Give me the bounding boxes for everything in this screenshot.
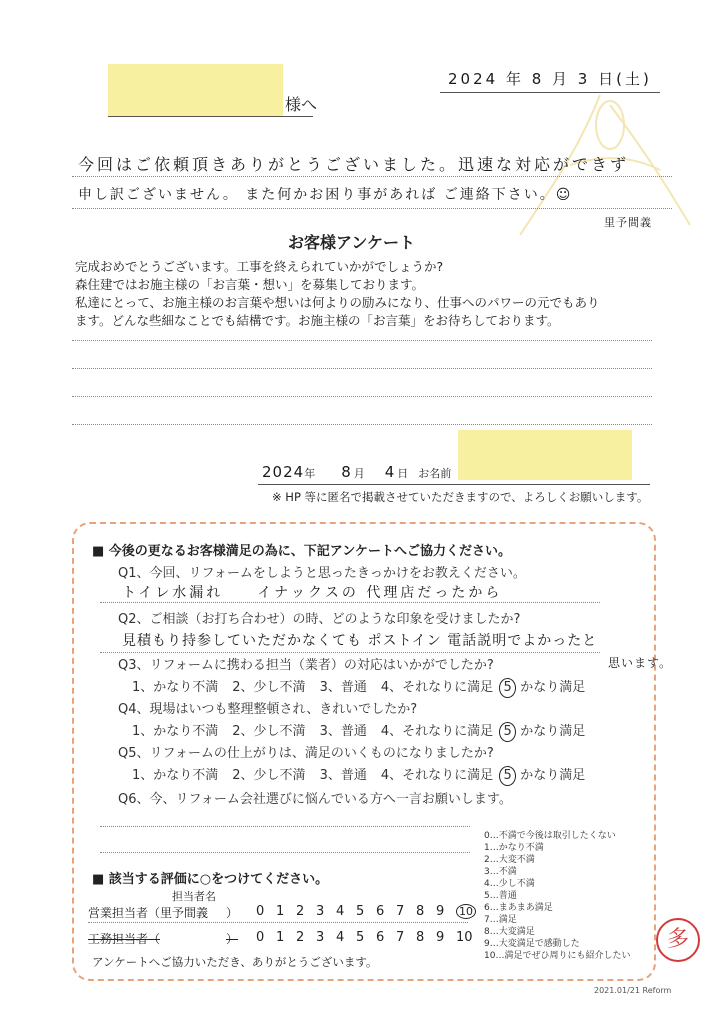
signature-date: 2024年 8月 4日 お名前 (262, 463, 452, 481)
answer-2-line-2: 思います。 (608, 656, 673, 670)
question-3: Q3、リフォームに携わる担当（業者）の対応はいかがでしたか? (118, 658, 494, 673)
thanks-text: アンケートへご協力いただき、ありがとうございます。 (92, 955, 378, 969)
question-2: Q2、ご相談（お打ち合わせ）の時、どのような印象を受けましたか? (118, 612, 521, 627)
staff-name-label: 担当者名 (172, 890, 216, 903)
rating-scale-q4: 1、かなり不満 2、少し不満 3、普通 4、それなりに満足 5 かなり満足 (132, 720, 585, 742)
selected-rating: 5 (499, 678, 516, 698)
anonymous-note: ※ HP 等に匿名で掲載させていただきますので、よろしくお願いします。 (272, 490, 649, 504)
rating-scale-q5: 1、かなり不満 2、少し不満 3、普通 4、それなりに満足 5 かなり満足 (132, 764, 585, 786)
intro-line-3: 私達にとって、お施主様のお言葉や想いは何よりの励みになり、仕事へのパワーの元でもあり (75, 295, 600, 310)
letter-date: 2024 年 8 月 3 日(土) (448, 70, 652, 88)
question-5: Q5、リフォームの仕上がりは、満足のいくものになりましたか? (118, 746, 494, 761)
intro-line-1: 完成おめでとうございます。工事を終えられていかがでしょうか? (75, 259, 444, 274)
evaluation-header: ■ 該当する評価に○をつけてください。 (92, 872, 329, 887)
answer-2-line-1: 見積もり持参していただかなくても ポストイン 電話説明でよかったと (122, 633, 598, 649)
selected-rating: 5 (499, 722, 516, 742)
intro-line-4: ます。どんな些細なことでも結構です。お施主様の「お言葉」をお待ちしております。 (75, 313, 560, 328)
rating-scale-q3: 1、かなり不満 2、少し不満 3、普通 4、それなりに満足 5 かなり満足 (132, 676, 585, 698)
comment-line (72, 424, 652, 425)
comment-line (72, 340, 652, 341)
construction-score-digits: 0 1 2 3 4 5 6 7 8 9 10 (256, 930, 473, 945)
score-legend: 0…不満で今後は取引したくない 1…かなり不満 2…大変不満 3…不満 4…少し不満 5…普通 6…まあまあ満足 7…満足 8…大変満足 9…大変満足で感動した 10…満足でぜひ周りにも紹介したい (484, 831, 631, 961)
red-stamp: 多 (656, 918, 700, 962)
question-1: Q1、今回、リフォームをしようと思ったきっかけをお教えください。 (118, 566, 526, 581)
letter-signature: 里予間義 (604, 216, 652, 229)
construction-staff-row: 工務担当者（ ） (88, 932, 239, 946)
survey-intro (75, 258, 600, 330)
comment-line (72, 368, 652, 369)
letter-line-1: 今回はご依頼頂きありがとうございました。迅速な対応ができず (78, 155, 630, 174)
selected-score: 10 (456, 904, 476, 919)
footer-version: 2021.01/21 Reform (594, 986, 672, 995)
question-4: Q4、現場はいつも整理整頓され、きれいでしたか? (118, 702, 418, 717)
sales-score-digits: 0 1 2 3 4 5 6 7 8 9 10 (256, 904, 476, 919)
comment-line (72, 396, 652, 397)
question-6: Q6、今、リフォーム会社選びに悩んでいる方へ一言お願いします。 (118, 792, 512, 807)
survey-title: お客様アンケート (288, 233, 416, 252)
letter-line-2: 申し訳ございません。 また何かお困り事があれば ご連絡下さい。☺ (78, 187, 573, 203)
redacted-addressee (108, 64, 283, 116)
addressee-suffix: 様へ (285, 95, 318, 114)
answer-1: トイレ水漏れ イナックスの 代理店だったから (122, 585, 503, 601)
redacted-name (458, 430, 632, 480)
questionnaire-header: ■ 今後の更なるお客様満足の為に、下記アンケートへご協力ください。 (92, 544, 512, 559)
intro-line-2: 森住建ではお施主様の「お言葉・想い」を募集しております。 (75, 277, 425, 292)
sales-staff-row: 営業担当者（里予間義 ） (88, 906, 239, 920)
selected-rating: 5 (499, 766, 516, 786)
